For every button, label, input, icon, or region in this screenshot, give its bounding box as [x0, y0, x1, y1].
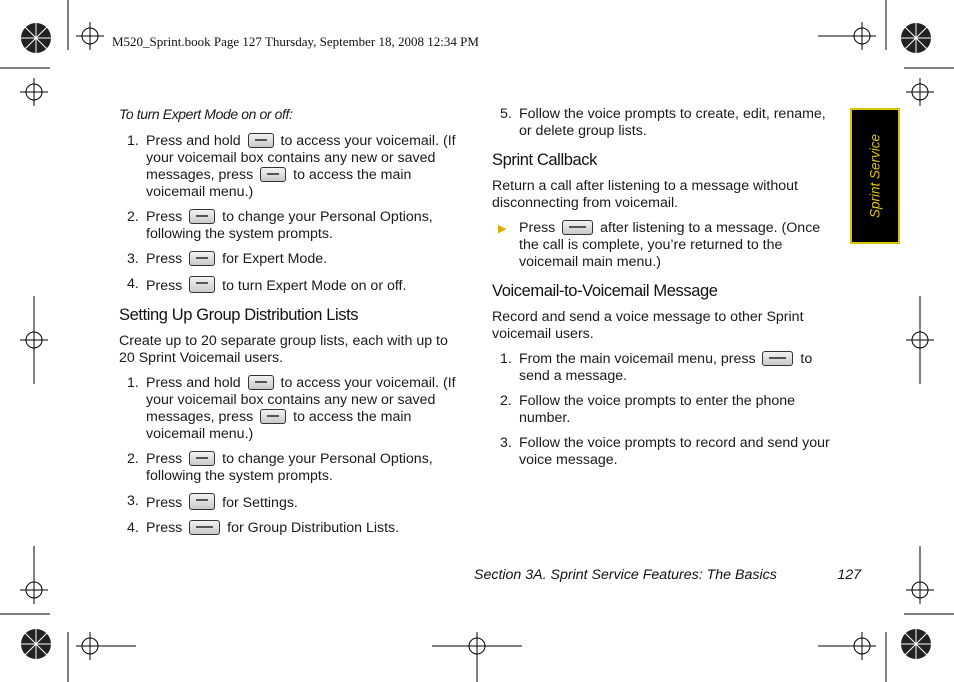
- section-side-tab: [850, 108, 900, 244]
- list-item: 4. Press for Group Distribution Lists.: [127, 520, 400, 536]
- callback-key-icon: [562, 220, 593, 235]
- list-item: 3. Press for Expert Mode.: [127, 251, 328, 267]
- list-item: 1. Press and hold to access your voicemail. (If your voicemail box contains any new or saved messages, press to access the main voicemail menu.): [127, 375, 456, 442]
- send-key-icon: [762, 351, 793, 366]
- toggle-key-icon: [189, 276, 215, 293]
- list-item: 1. Press and hold to access your voicemail. (If your voicemail box contains any new or saved messages, press to access the main voicemail menu.): [127, 133, 456, 200]
- list-item: 2. Press to change your Personal Options, following the system prompts.: [127, 451, 433, 484]
- side-tab-label: Sprint Service: [867, 133, 883, 219]
- page-number: 127: [837, 567, 861, 583]
- voicemail-key-icon: [248, 133, 274, 148]
- voicemail-to-voicemail-heading: Voicemail-to-Voicemail Message: [492, 282, 718, 300]
- menu-key-icon: [260, 167, 286, 182]
- page-footer: [474, 567, 864, 583]
- triangle-bullet-icon: ▶: [498, 223, 507, 235]
- expert-mode-intro: To turn Expert Mode on or off:: [119, 106, 293, 122]
- print-info-header: M520_Sprint.book Page 127 Thursday, September 18, 2008 12:34 PM: [112, 34, 479, 49]
- footer-section-title: Section 3A. Sprint Service Features: The Basics: [474, 567, 777, 583]
- right-column: [492, 106, 842, 477]
- distribution-steps-continued: [492, 106, 842, 140]
- sprint-callback-intro: Return a call after listening to a message without disconnecting from voicemail.: [492, 178, 798, 211]
- voicemail-key-icon: [248, 375, 274, 390]
- list-item: 5. Follow the voice prompts to create, edit, rename, or delete group lists.: [500, 106, 826, 139]
- voicemail-to-voicemail-steps: [492, 351, 842, 469]
- options-key-icon: [189, 209, 215, 224]
- list-item: 1. From the main voicemail menu, press to send a message.: [500, 351, 813, 384]
- options-key-icon: [189, 451, 215, 466]
- distribution-lists-intro: Create up to 20 separate group lists, each with up to 20 Sprint Voicemail users.: [119, 333, 448, 366]
- sprint-callback-heading: Sprint Callback: [492, 151, 597, 169]
- menu-key-icon: [260, 409, 286, 424]
- list-item: 3. Press for Settings.: [127, 493, 298, 511]
- distribution-steps: [119, 375, 464, 537]
- left-column: [119, 106, 464, 545]
- settings-key-icon: [189, 493, 215, 510]
- list-item: 3. Follow the voice prompts to record and send your voice message.: [500, 435, 830, 468]
- distribution-lists-heading: Setting Up Group Distribution Lists: [119, 306, 359, 324]
- list-item: ▶ Press after listening to a message. (Once the call is complete, you’re returned to the voicemail main menu.): [498, 220, 821, 270]
- voicemail-to-voicemail-intro: Record and send a voice message to other Sprint voicemail users.: [492, 309, 804, 342]
- group-lists-key-icon: [189, 520, 220, 535]
- list-item: 2. Follow the voice prompts to enter the phone number.: [500, 393, 796, 426]
- list-item: 4. Press to turn Expert Mode on or off.: [127, 276, 407, 294]
- expert-mode-steps: [119, 133, 464, 295]
- list-item: 2. Press to change your Personal Options, following the system prompts.: [127, 209, 433, 242]
- expert-key-icon: [189, 251, 215, 266]
